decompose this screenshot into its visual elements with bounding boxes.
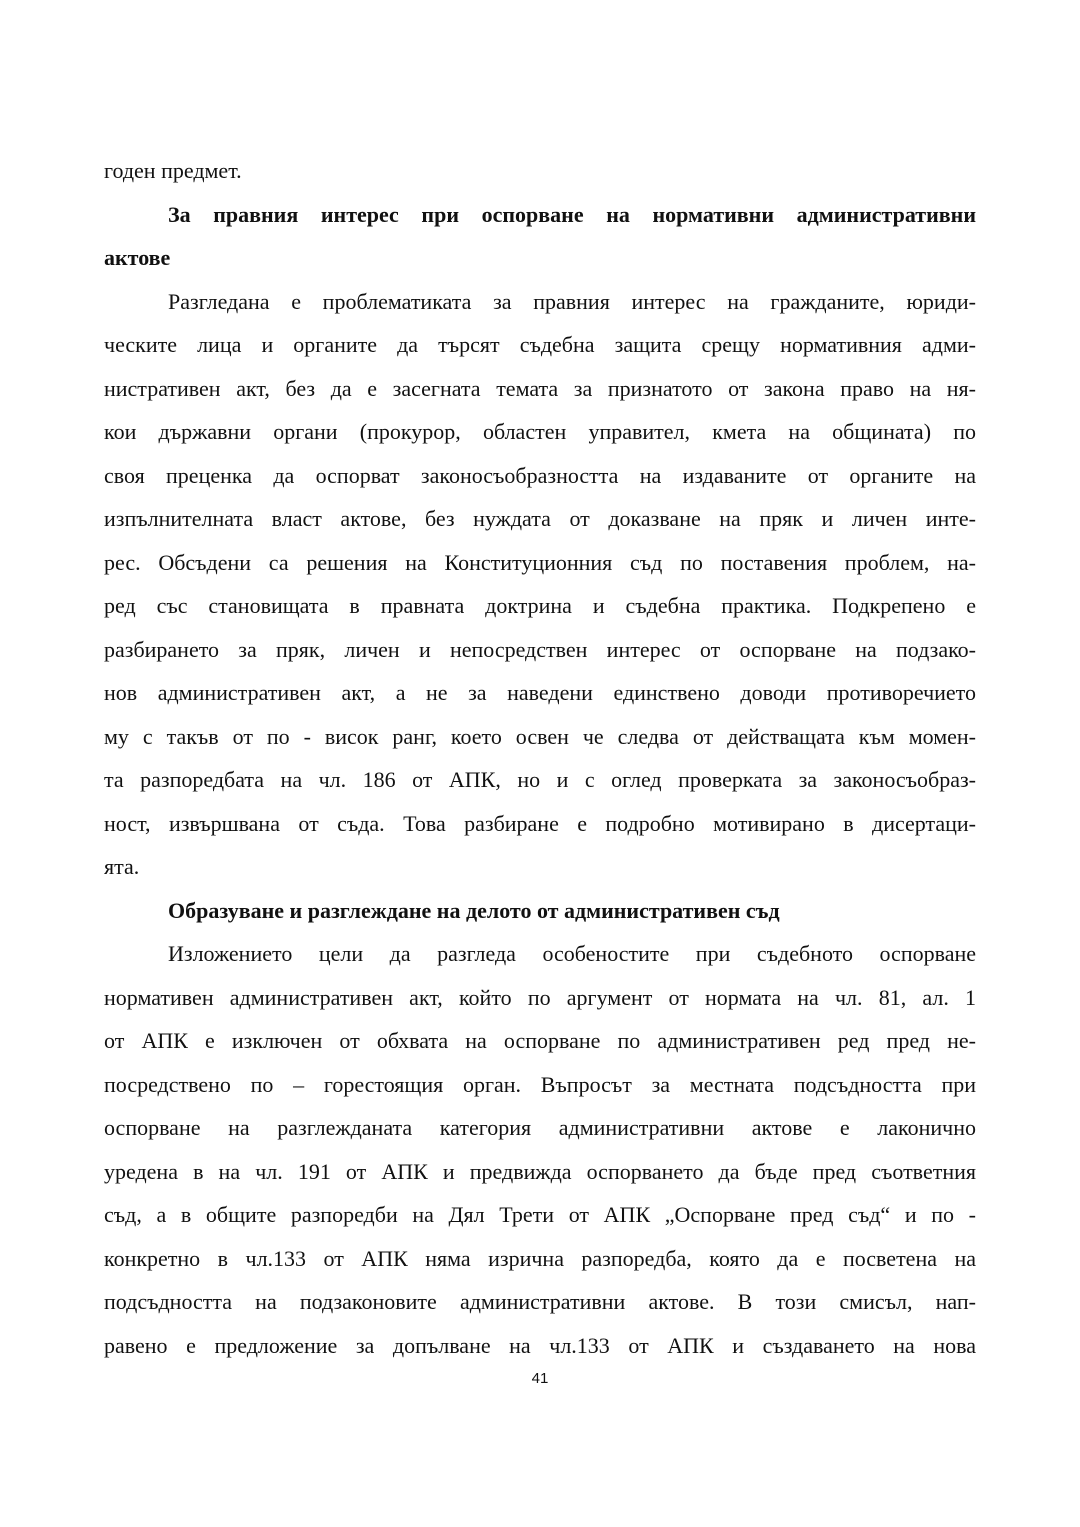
paragraph-line: му с такъв от по - висок ранг, което освен че следва от действащата към момен-: [104, 724, 976, 749]
paragraph-line: посредствено по – горестоящия орган. Въпросът за местната подсъдността при: [104, 1072, 976, 1097]
paragraph-line: та разпоредбата на чл. 186 от АПК, но и с оглед проверката за законосъобраз-: [104, 767, 976, 792]
paragraph-line: рес. Обсъдени са решения на Конституционния съд по поставения проблем, на-: [104, 550, 976, 575]
paragraph-line: от АПК е изключен от обхвата на оспорване по административен ред пред не-: [104, 1028, 976, 1053]
paragraph-line: ческите лица и органите да търсят съдебна защита срещу нормативния адми-: [104, 332, 976, 357]
paragraph-line: подсъдността на подзаконовите административни актове. В този смисъл, нап-: [104, 1289, 976, 1314]
section-heading-continued: актове: [104, 245, 171, 270]
paragraph-line: кои държавни органи (прокурор, областен управител, кмета на общината) по: [104, 419, 976, 444]
paragraph-line: Изложението цели да разгледа особеностите при съдебното оспорване: [168, 941, 976, 966]
section-heading: Образуване и разглеждане на делото от административен съд: [168, 898, 780, 923]
paragraph-line: своя преценка да оспорват законосъобразността на издаваните от органите на: [104, 463, 976, 488]
paragraph-line: конкретно в чл.133 от АПК няма изрична разпоредба, която да е посветена на: [104, 1246, 976, 1271]
paragraph-line: оспорване на разглежданата категория административни актове е лаконично: [104, 1115, 976, 1140]
paragraph-line: разбирането за пряк, личен и непосредствен интерес от оспорване на подзако-: [104, 637, 976, 662]
paragraph-line: уредена в на чл. 191 от АПК и предвижда оспорването да бъде пред съответния: [104, 1159, 976, 1184]
paragraph-line: равено е предложение за допълване на чл.133 от АПК и създаването на нова: [104, 1333, 976, 1358]
paragraph-line: Разгледана е проблематиката за правния интерес на гражданите, юриди-: [168, 289, 976, 314]
paragraph-line: нормативен административен акт, който по аргумент от нормата на чл. 81, ал. 1: [104, 985, 976, 1010]
page-number: 41: [531, 1370, 549, 1387]
paragraph-line: ред със становищата в правната доктрина и съдебна практика. Подкрепено е: [104, 593, 976, 618]
paragraph-line: съд, а в общите разпоредби на Дял Трети от АПК „Оспорване пред съд“ и по -: [104, 1202, 976, 1227]
paragraph-line: изпълнителната власт актове, без нуждата от доказване на пряк и личен инте-: [104, 506, 976, 531]
section-heading: За правния интерес при оспорване на нормативни административни: [168, 202, 976, 227]
paragraph-line: нистративен акт, без да е засегната темата за признатото от закона право на ня-: [104, 376, 976, 401]
paragraph-line: нов административен акт, а не за наведени единствено доводи противоречието: [104, 680, 976, 705]
paragraph-line: ност, извършвана от съда. Това разбиране е подробно мотивирано в дисертаци-: [104, 811, 976, 836]
text-line: годен предмет.: [104, 158, 242, 183]
paragraph-line: ята.: [104, 854, 140, 879]
